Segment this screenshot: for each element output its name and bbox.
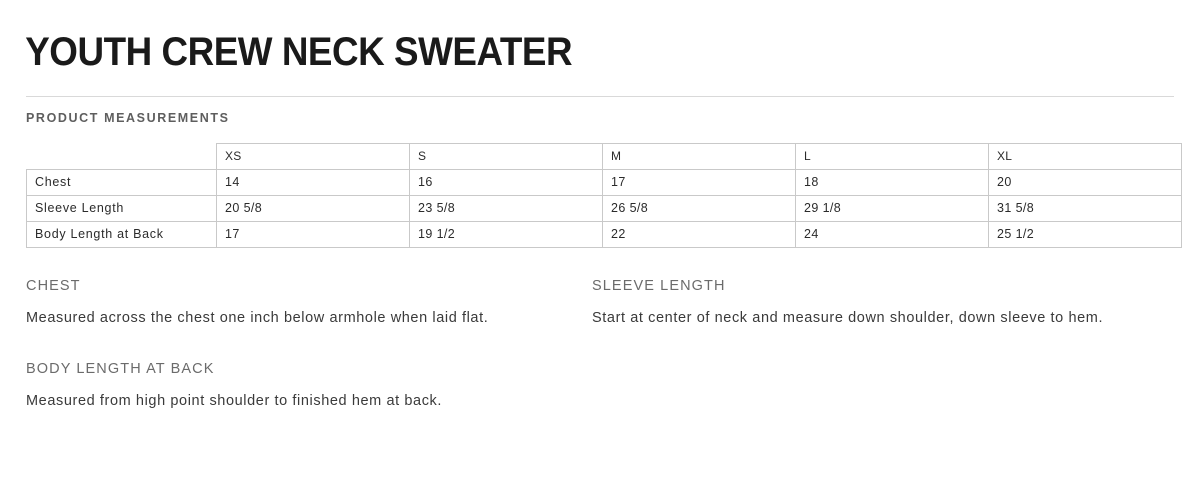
table-corner-cell [27, 144, 217, 170]
cell-sleeve-xl: 31 5/8 [989, 196, 1182, 222]
cell-sleeve-l: 29 1/8 [796, 196, 989, 222]
note-body-length-at-back [26, 361, 592, 414]
note-body-sleeve-length: Start at center of neck and measure down shoulder, down sleeve to hem. [592, 310, 1104, 326]
cell-body-l: 24 [796, 222, 989, 248]
row-label-chest: Chest [27, 170, 217, 196]
note-body-body-length-at-back: Measured from high point shoulder to finished hem at back. [26, 393, 443, 410]
measurements-table [26, 143, 1182, 248]
page-title: YOUTH CREW NECK SWEATER [25, 30, 573, 74]
column-header-s: S [410, 144, 603, 170]
table-row [27, 196, 1182, 222]
table-row [27, 222, 1182, 248]
note-heading-chest: CHEST [26, 278, 81, 294]
cell-sleeve-m: 26 5/8 [603, 196, 796, 222]
row-label-sleeve-length: Sleeve Length [27, 196, 217, 222]
column-header-xl: XL [989, 144, 1182, 170]
cell-chest-m: 17 [603, 170, 796, 196]
notes-row-bottom [26, 361, 1186, 414]
table-header-row [27, 144, 1182, 170]
cell-chest-s: 16 [410, 170, 603, 196]
column-header-l: L [796, 144, 989, 170]
cell-chest-xs: 14 [217, 170, 410, 196]
note-chest [26, 278, 592, 331]
row-label-body-length-at-back: Body Length at Back [27, 222, 217, 248]
note-body-chest: Measured across the chest one inch below armhole when laid flat. [26, 310, 489, 326]
cell-sleeve-xs: 20 5/8 [217, 196, 410, 222]
note-sleeve-length [592, 278, 1158, 331]
notes-row-top [26, 278, 1186, 331]
column-header-m: M [603, 144, 796, 170]
cell-chest-xl: 20 [989, 170, 1182, 196]
header-divider [26, 96, 1174, 97]
note-heading-body-length-at-back: BODY LENGTH AT BACK [26, 361, 215, 378]
cell-sleeve-s: 23 5/8 [410, 196, 603, 222]
cell-chest-l: 18 [796, 170, 989, 196]
column-header-xs: XS [217, 144, 410, 170]
measurement-notes [26, 278, 1186, 415]
cell-body-s: 19 1/2 [410, 222, 603, 248]
table-row [27, 170, 1182, 196]
cell-body-xl: 25 1/2 [989, 222, 1182, 248]
cell-body-xs: 17 [217, 222, 410, 248]
note-heading-sleeve-length: SLEEVE LENGTH [592, 278, 726, 294]
cell-body-m: 22 [603, 222, 796, 248]
product-measurements-label: PRODUCT MEASUREMENTS [26, 111, 230, 125]
